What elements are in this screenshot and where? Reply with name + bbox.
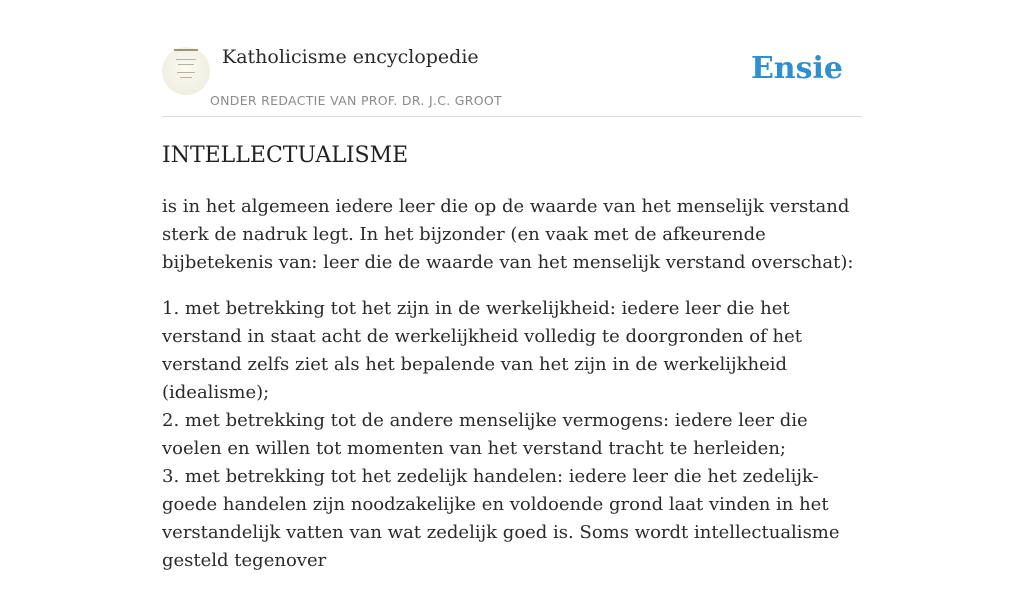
list-item: 3. met betrekking tot het zedelijk handelen: iedere leer die het zedelijk-goede handelen zijn noodzakelijke en voldoende grond laat vinden in het verstandelijk vatten van wat zedelijk goed is. Soms wordt intellectualisme gesteld tegenover [162,466,840,571]
book-cover-icon[interactable] [162,47,210,95]
series-editor: ONDER REDACTIE VAN PROF. DR. J.C. GROOT [210,93,502,108]
page [162,0,862,593]
cover-line [178,64,194,65]
item-list [162,295,862,575]
header [162,0,862,117]
cover-line [180,77,192,78]
article-body [162,193,862,575]
series-title[interactable]: Katholicisme encyclopedie [222,46,479,68]
list-item: 1. met betrekking tot het zijn in de werkelijkheid: iedere leer die het verstand in staat acht de werkelijkheid volledig te doorgronden of het verstand zelfs ziet als het bepalende van het zijn in de werkelijkheid (idealisme); [162,298,803,403]
ensie-logo[interactable]: Ensie [750,51,843,86]
lemma-title: INTELLECTUALISME [162,143,409,168]
cover-line [177,72,195,73]
list-item: 2. met betrekking tot de andere menselijke vermogens: iedere leer die voelen en willen tot momenten van het verstand tracht te herleiden; [162,410,808,459]
intro-paragraph: is in het algemeen iedere leer die op de waarde van het menselijk verstand sterk de nadruk legt. In het bijzonder (en vaak met de afkeurende bijbetekenis van: leer die de waarde van het menselijk verstand overschat): [162,196,854,273]
cover-line [176,59,196,60]
cover-title-mark [174,49,198,51]
